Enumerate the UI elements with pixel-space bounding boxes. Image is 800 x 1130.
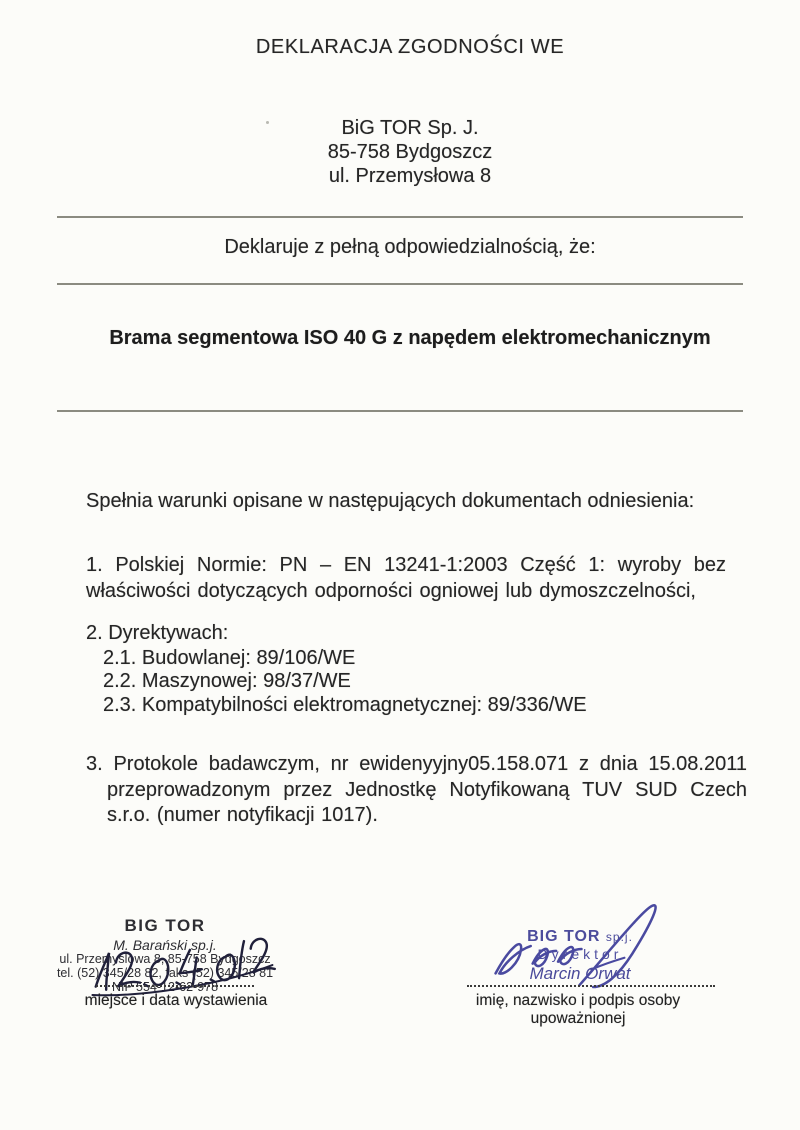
director-stamp-company-name: BIG TOR: [527, 928, 601, 945]
reference-item-2-2: 2.2. Maszynowej: 98/37/WE: [103, 670, 351, 693]
issuer-stamp-address: ul. Przemyslowa 8, 85-758 Bydgoszcz: [59, 952, 271, 966]
reference-item-1: 1. Polskiej Normie: PN – EN 13241-1:2003 Część 1: wyroby bez właściwości dotyczących odporności ogniowej lub dymoszczelności,: [86, 554, 726, 602]
reference-item-2: [86, 621, 726, 717]
company-street: ul. Przemysłowa 8: [328, 165, 492, 187]
issuer-stamp-company: BIG TOR: [124, 916, 206, 935]
divider-middle: [57, 283, 743, 285]
reference-item-2-1: 2.1. Budowlanej: 89/106/WE: [103, 646, 356, 669]
document-title: DEKLARACJA ZGODNOŚCI WE: [255, 36, 565, 58]
reference-item-2-label: 2. Dyrektywach:: [86, 622, 229, 644]
place-date-line: [96, 985, 254, 987]
company-postal-city: 85-758 Bydgoszcz: [327, 141, 493, 163]
director-stamp-company-suffix: sp.j.: [605, 930, 633, 944]
divider-top: [57, 216, 743, 218]
director-stamp-name: Marcin Orwat: [529, 964, 631, 983]
company-name: BiG TOR Sp. J.: [341, 117, 479, 139]
place-date-caption: miejsce i data wystawienia: [84, 992, 268, 1009]
divider-lower: [57, 410, 743, 412]
authorized-person-line: [467, 985, 715, 987]
reference-item-2-sublist: [86, 647, 726, 718]
director-signature-scribble: [478, 900, 683, 995]
reference-heading: Spełnia warunki opisane w następujących dokumentach odniesienia:: [86, 490, 695, 512]
product-name: Brama segmentowa ISO 40 G z napędem elektromechanicznym: [109, 327, 711, 349]
declaration-intro: Deklaruje z pełną odpowiedzialnością, że:: [224, 236, 596, 258]
issuer-stamp-phone: tel. (52) 345/28 82, faks (52) 345/28 81: [56, 965, 274, 980]
reference-item-2-3: 2.3. Kompatybilności elektromagnetycznej: 89/336/WE: [103, 693, 587, 716]
director-stamp-role: Dyrektor: [537, 946, 623, 962]
issuer-stamp-owner: M. Barański sp.j.: [113, 937, 217, 953]
reference-item-3: 3. Protokole badawczym, nr ewidenyyjny05.158.071 z dnia 15.08.2011 przeprowadzonym przez Jednostkę Notyfikowaną TUV SUD Czech s.r.o. (numer notyfikacji 1017).: [86, 753, 747, 826]
authorized-person-caption: imię, nazwisko i podpis osoby upoważnionej: [475, 992, 681, 1027]
company-block: [20, 116, 800, 188]
issuer-stamp-nip: NIP 554-12-62-978: [111, 979, 219, 994]
